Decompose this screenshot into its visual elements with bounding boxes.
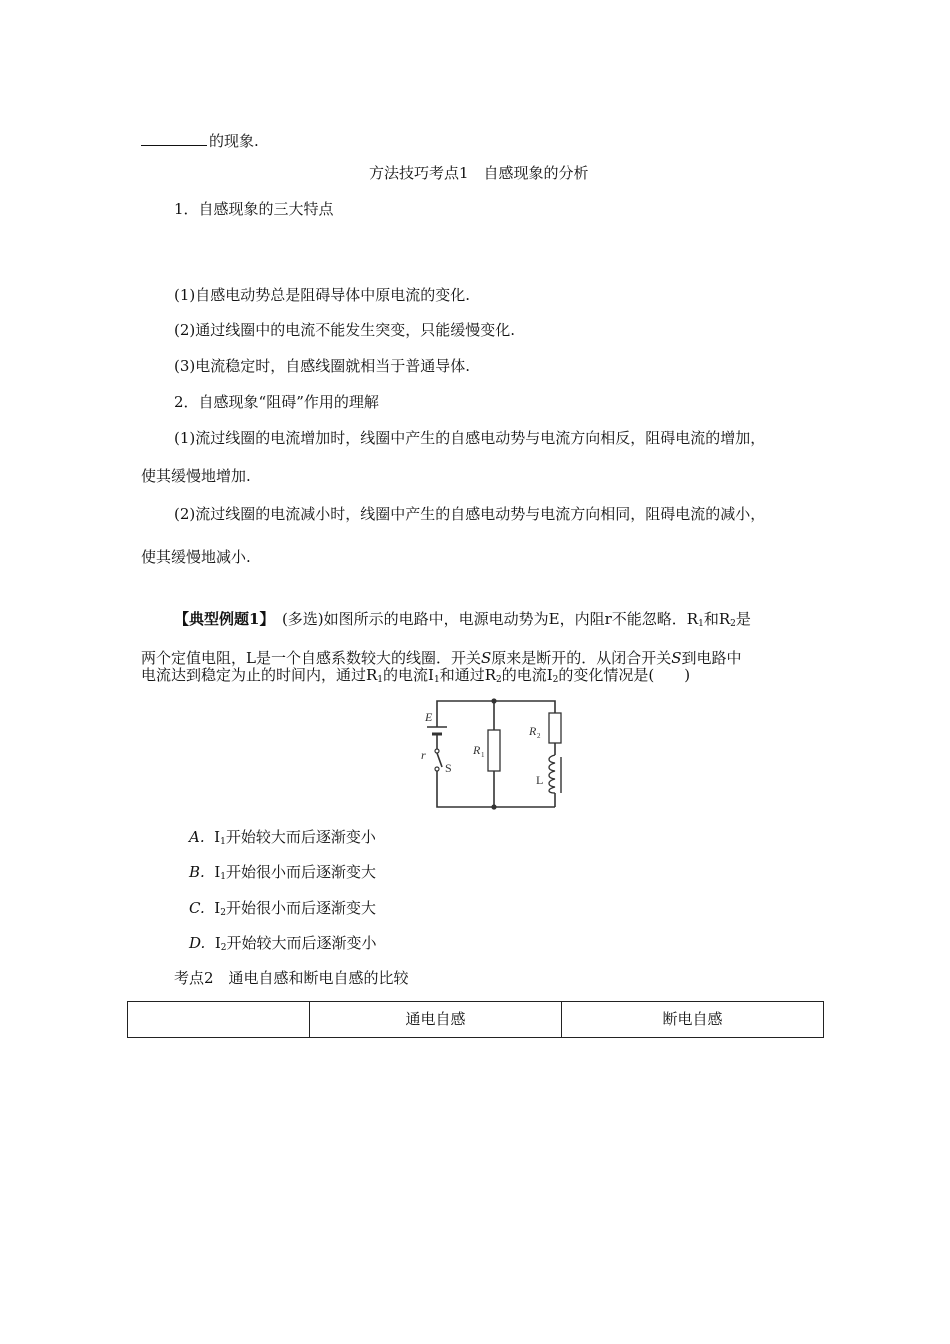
point1-heading: 1．自感现象的三大特点 bbox=[174, 200, 334, 218]
switch-blade bbox=[437, 753, 442, 767]
option-a bbox=[189, 827, 376, 852]
example-text: 的变化情况是( ) bbox=[558, 666, 691, 684]
subscript: 1 bbox=[220, 872, 227, 882]
option-text: 开始很小而后逐渐变大 bbox=[225, 899, 376, 917]
option-d bbox=[189, 933, 377, 958]
option-text: 开始较大而后逐渐变小 bbox=[226, 934, 377, 952]
label-R1: R bbox=[473, 743, 481, 757]
option-b bbox=[189, 862, 376, 887]
example-text: 电流达到稳定为止的时间内，通过R bbox=[141, 666, 378, 684]
option-text: 开始较大而后逐渐变小 bbox=[225, 828, 376, 846]
example-text: 的电流I bbox=[501, 666, 553, 684]
inductor-coil bbox=[549, 755, 555, 793]
label-E: E bbox=[425, 710, 433, 724]
option-letter: D. bbox=[189, 934, 206, 952]
example-text: 到电路中 bbox=[681, 649, 742, 667]
table-header-cell: 通电自感 bbox=[310, 1002, 562, 1038]
subscript: 2 bbox=[552, 675, 559, 685]
option-letter: A. bbox=[189, 828, 205, 846]
circuit-diagram bbox=[415, 693, 575, 813]
label-S: S bbox=[445, 761, 452, 775]
resistor-r1 bbox=[488, 730, 500, 771]
intro-suffix: 的现象. bbox=[209, 132, 259, 150]
top-wire bbox=[437, 701, 555, 727]
option-letter: B. bbox=[189, 863, 205, 881]
label-R1-sub: 1 bbox=[481, 751, 485, 759]
table-header-row bbox=[128, 1002, 824, 1038]
subscript: 2 bbox=[496, 675, 502, 685]
example-text: (多选)如图所示的电路中，电源电动势为E，内阻r不能忽略．R bbox=[266, 610, 699, 628]
point2-item1-line1: (1)流过线圈的电流增加时，线圈中产生的自感电动势与电流方向相反，阻碍电流的增加， bbox=[174, 429, 766, 447]
subscript: 1 bbox=[220, 837, 226, 847]
junction-dot bbox=[491, 804, 496, 809]
intro-line bbox=[141, 131, 259, 151]
example-text: 原来是断开的．从闭合开关 bbox=[491, 649, 672, 667]
option-var: I bbox=[214, 899, 221, 917]
point1-item: (1)自感电动势总是阻碍导体中原电流的变化. bbox=[174, 286, 471, 304]
option-text: 开始很小而后逐渐变大 bbox=[226, 863, 377, 881]
junction-dot bbox=[491, 698, 496, 703]
example-text: 是 bbox=[735, 610, 751, 628]
option-c bbox=[189, 898, 376, 923]
symbol-S: S bbox=[671, 649, 682, 667]
table-header-cell: 断电自感 bbox=[562, 1002, 824, 1038]
point2-item1-line2: 使其缓慢地增加. bbox=[141, 467, 251, 485]
example-text: 的电流I bbox=[383, 666, 434, 684]
example-line3 bbox=[141, 665, 690, 690]
example-text: 和R bbox=[703, 610, 731, 628]
label-r: r bbox=[421, 748, 426, 762]
subscript: 1 bbox=[433, 675, 440, 685]
comparison-table bbox=[127, 1001, 824, 1038]
option-var: I bbox=[214, 828, 221, 846]
label-L: L bbox=[536, 773, 544, 787]
point2-heading: 2．自感现象“阻碍”作用的理解 bbox=[174, 393, 379, 411]
example-text: 和通过R bbox=[439, 666, 496, 684]
subscript: 1 bbox=[377, 675, 384, 685]
example-tag: 【典型例题1】 bbox=[174, 610, 267, 628]
subscript: 1 bbox=[698, 619, 704, 629]
subscript: 2 bbox=[220, 943, 227, 953]
table-header-cell bbox=[128, 1002, 310, 1038]
point3-heading: 考点2 通电自感和断电自感的比较 bbox=[174, 969, 409, 987]
point1-item: (3)电流稳定时，自感线圈就相当于普通导体. bbox=[174, 357, 471, 375]
label-R2: R bbox=[529, 724, 537, 738]
subscript: 2 bbox=[220, 908, 226, 918]
section-title: 方法技巧考点1 自感现象的分析 bbox=[369, 164, 589, 182]
example-text: 两个定值电阻，L是一个自感系数较大的线圈．开关 bbox=[141, 649, 481, 667]
resistor-r2 bbox=[549, 713, 561, 743]
example-line1 bbox=[174, 609, 751, 634]
fill-blank bbox=[141, 131, 207, 146]
option-letter: C. bbox=[189, 899, 205, 917]
option-var: I bbox=[214, 934, 221, 952]
switch-terminal bbox=[435, 767, 439, 771]
point1-item: (2)通过线圈中的电流不能发生突变，只能缓慢变化. bbox=[174, 321, 516, 339]
symbol-S: S bbox=[480, 649, 492, 667]
subscript: 2 bbox=[730, 619, 736, 629]
point2-item2-line1: (2)流过线圈的电流减小时，线圈中产生的自感电动势与电流方向相同，阻碍电流的减小， bbox=[174, 505, 766, 523]
point2-item2-line2: 使其缓慢地减小. bbox=[141, 548, 251, 566]
label-R2-sub: 2 bbox=[537, 732, 541, 740]
switch-terminal bbox=[435, 749, 439, 753]
option-var: I bbox=[214, 863, 221, 881]
